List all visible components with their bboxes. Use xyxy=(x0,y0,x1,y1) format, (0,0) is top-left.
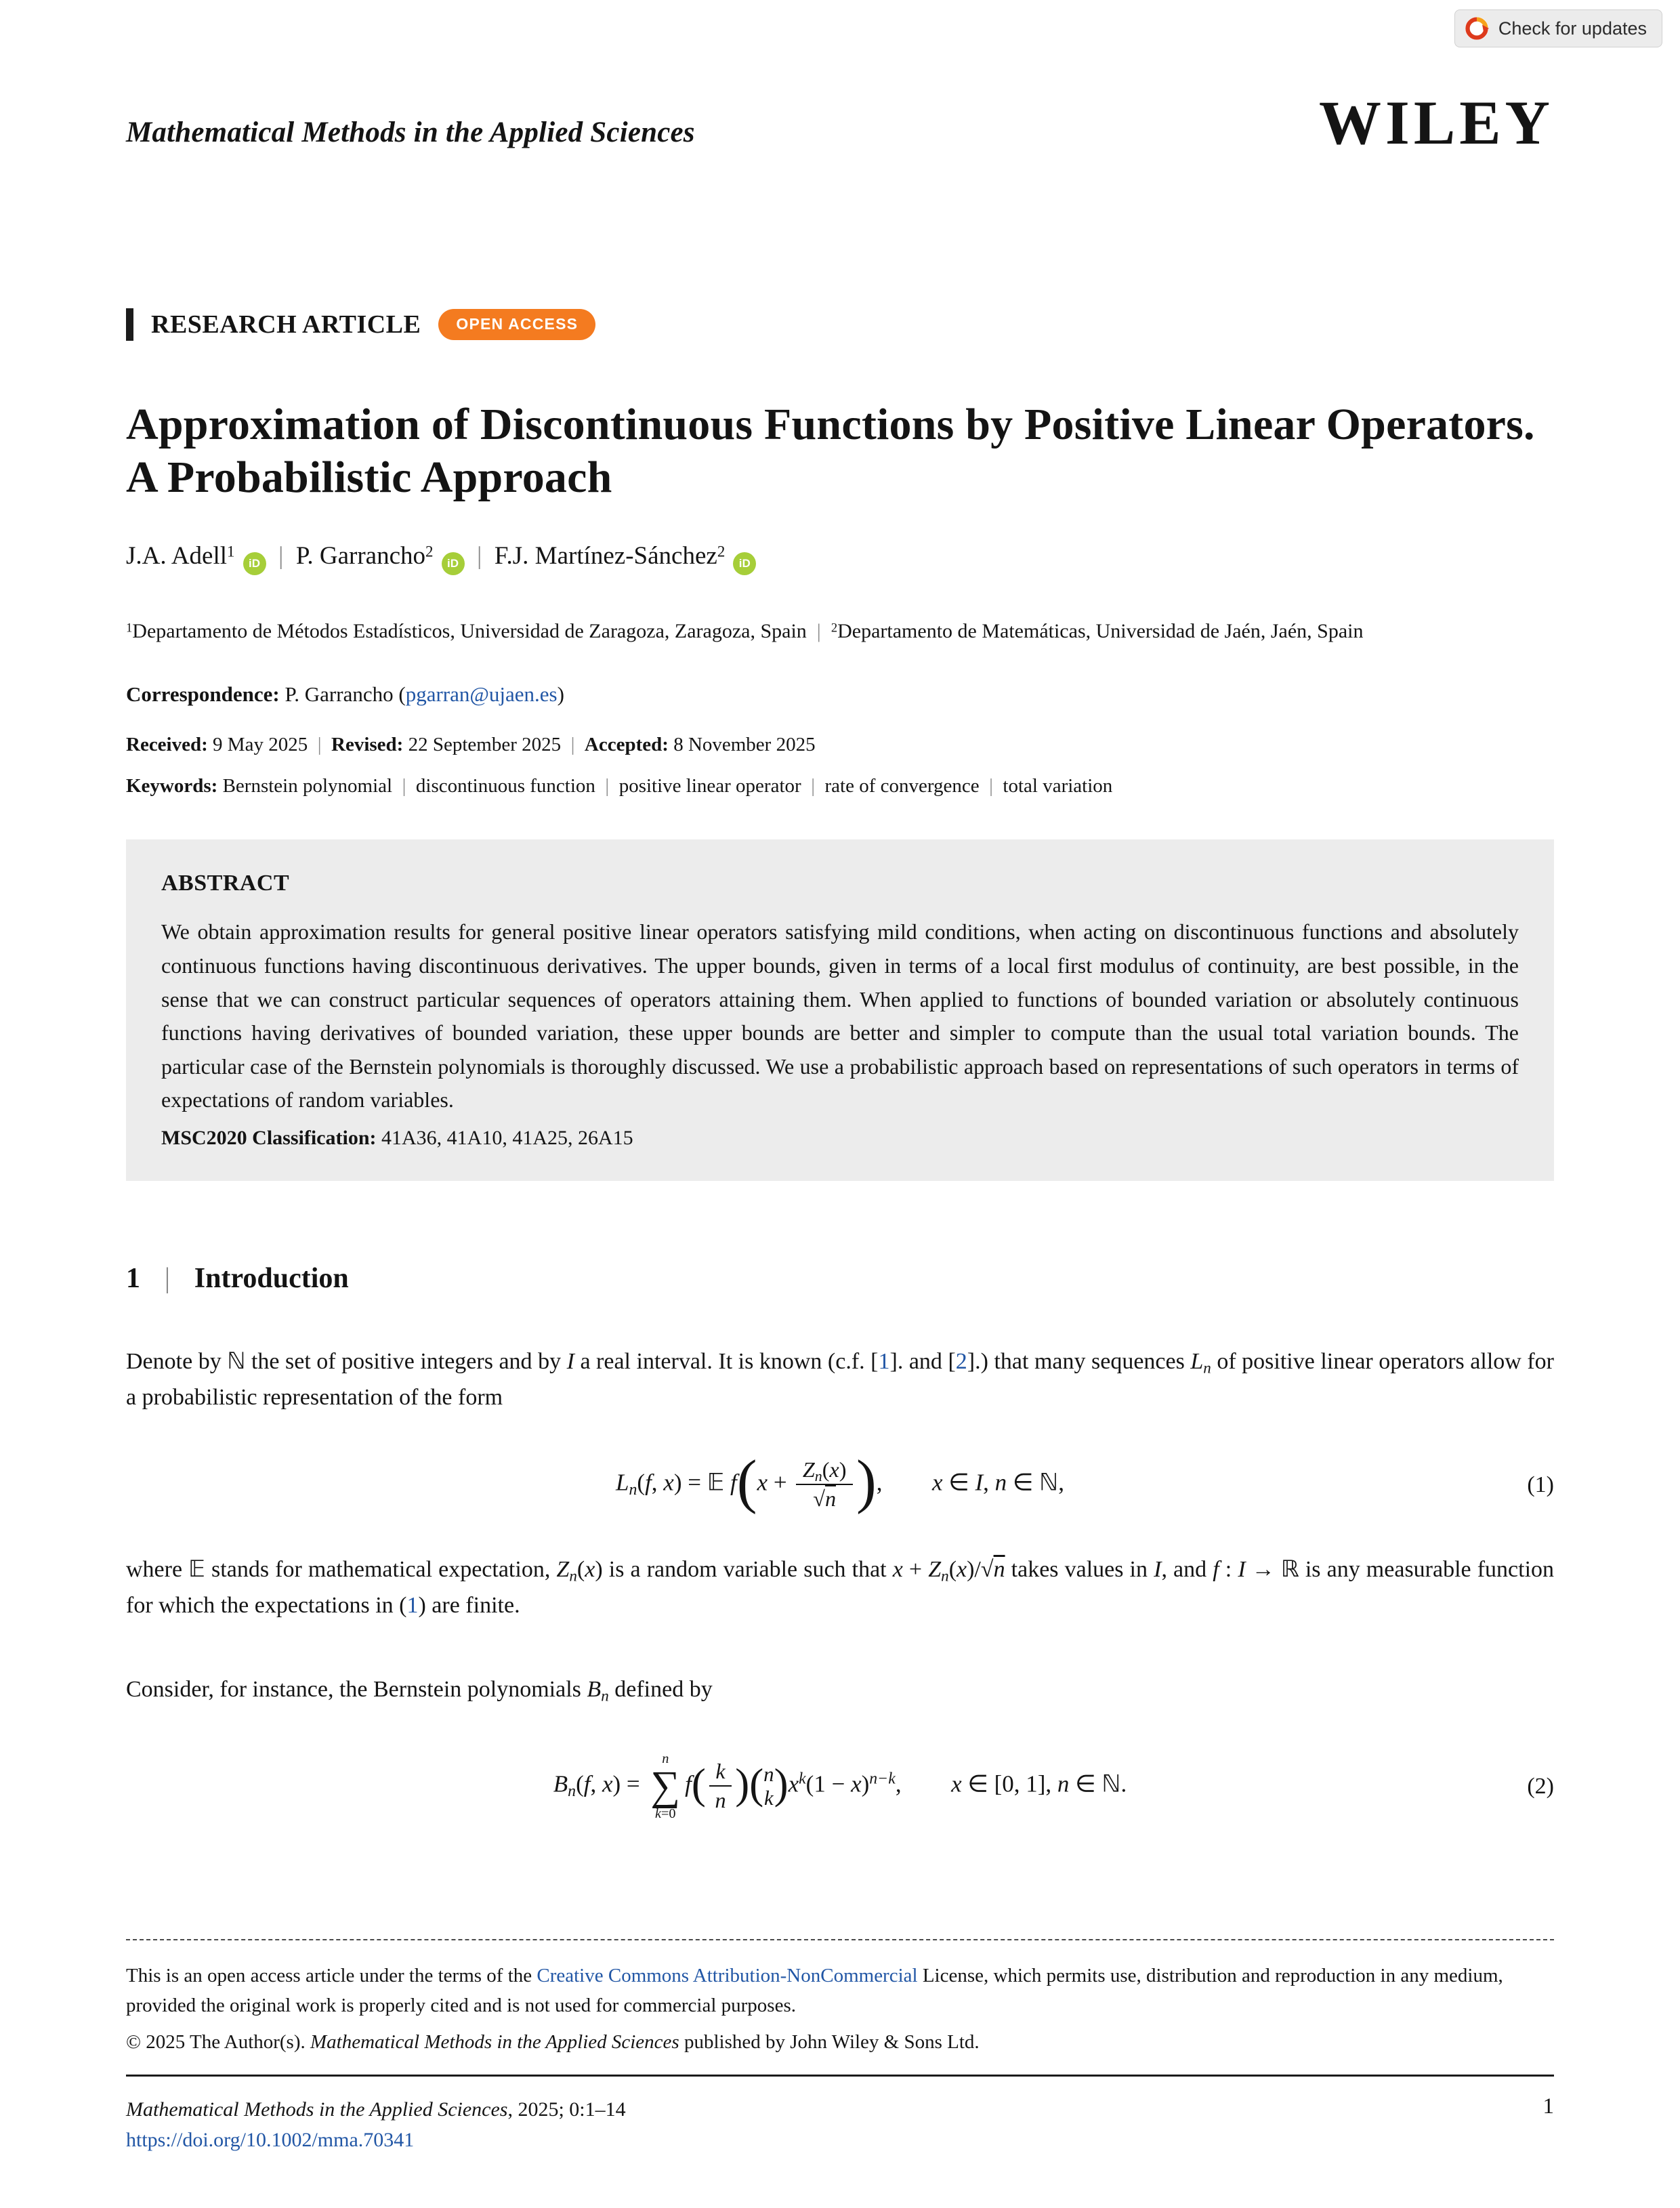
text-run: published by John Wiley & Sons Ltd. xyxy=(679,2031,980,2054)
affiliations-line xyxy=(126,616,1554,648)
binomial-top xyxy=(763,1763,774,1786)
text-run: ( xyxy=(822,1457,830,1482)
text-run: → xyxy=(1245,1557,1281,1583)
authors-line xyxy=(126,541,1554,575)
author-name-2: P. Garrancho xyxy=(295,541,426,570)
text-run: I xyxy=(566,1349,574,1374)
section-title: Introduction xyxy=(194,1263,349,1294)
author-name-3: F.J. Martínez-Sánchez xyxy=(494,541,717,570)
text-run: x xyxy=(957,1557,967,1583)
text-run: I xyxy=(1238,1557,1246,1583)
binomial-bottom xyxy=(764,1787,774,1810)
equation-1-body xyxy=(126,1448,1554,1516)
text-run xyxy=(763,1763,774,1810)
text-run: Revised: xyxy=(331,734,408,756)
text-run: | xyxy=(317,734,322,756)
equation-ref-link-1[interactable]: 1 xyxy=(406,1592,419,1618)
text-run: x xyxy=(931,1469,943,1496)
check-for-updates-icon xyxy=(1465,16,1489,41)
text-run: 22 September 2025 xyxy=(408,734,562,756)
orcid-icon[interactable]: iD xyxy=(733,552,756,575)
fraction-denominator xyxy=(715,1787,726,1812)
text-run: x xyxy=(851,1770,862,1797)
text-run: 1 xyxy=(126,621,133,636)
text-run: Keywords: xyxy=(126,775,223,797)
text-run: f xyxy=(645,1469,652,1496)
text-run: Mathematical Methods in the Applied Sciences xyxy=(310,2031,679,2054)
fraction-numerator xyxy=(796,1459,853,1485)
reference-link-1[interactable]: 1 xyxy=(878,1349,890,1374)
wiley-logo: WILEY xyxy=(1319,88,1554,157)
keyword-3: positive linear operator xyxy=(618,775,801,797)
msc-classification-line xyxy=(161,1127,1519,1150)
keyword-5: total variation xyxy=(1003,775,1113,797)
text-run: 8 November 2025 xyxy=(673,734,816,756)
masthead xyxy=(126,0,1554,157)
text-run: n xyxy=(601,1687,609,1705)
text-run: x xyxy=(663,1469,674,1496)
text-run: x xyxy=(892,1557,903,1583)
text-run: , xyxy=(983,1469,995,1496)
text-run: n xyxy=(569,1567,577,1585)
keyword-1: Bernstein polynomial xyxy=(222,775,393,797)
text-run: , xyxy=(895,1770,902,1797)
text-run: ∈ xyxy=(942,1469,975,1496)
text-run: , and xyxy=(1161,1557,1213,1583)
check-for-updates-label: Check for updates xyxy=(1498,18,1647,39)
text-run: | xyxy=(989,775,993,797)
text-run: a real interval. It is known (c.f. [ xyxy=(574,1349,879,1374)
text-run: I xyxy=(975,1469,984,1496)
equation-2 xyxy=(126,1751,1554,1821)
text-run: ( xyxy=(948,1557,957,1583)
text-run xyxy=(709,1760,732,1812)
text-run: k xyxy=(764,1786,774,1810)
section-number: 1 xyxy=(126,1263,140,1294)
text-run: ∈ [0, 1], xyxy=(961,1770,1057,1797)
text-run: ℕ xyxy=(1039,1469,1059,1497)
text-run: x xyxy=(788,1770,799,1797)
text-run: the set of positive integers and by xyxy=(245,1349,567,1374)
text-run: x xyxy=(829,1457,839,1482)
section-heading-introduction xyxy=(126,1262,1554,1295)
article-type-bar xyxy=(126,308,133,341)
text-run: License, which permits use, distribution and reproduction in any medium, provided the original work is properly cited and is not used for commercial purposes. xyxy=(126,1965,1503,2017)
footnote-block xyxy=(126,1939,1554,2057)
big-paren-close: ) xyxy=(856,1448,877,1516)
text-run: ].) that many sequences xyxy=(967,1349,1191,1374)
page-number: 1 xyxy=(1542,2094,1554,2119)
text-run: x xyxy=(951,1770,962,1797)
intro-paragraph-3 xyxy=(126,1672,1554,1708)
equation-2-body xyxy=(126,1751,1554,1821)
sum-lower-limit xyxy=(655,1806,676,1821)
text-run: | xyxy=(570,734,575,756)
text-run xyxy=(650,1751,680,1821)
text-run: is any measurable function for which the expectations in ( xyxy=(126,1557,1555,1618)
text-run: 2 xyxy=(717,543,726,560)
text-run: n xyxy=(763,1763,774,1787)
text-run xyxy=(796,1459,853,1511)
text-run: ) xyxy=(557,682,564,707)
text-run: B xyxy=(587,1677,602,1703)
text-run: , xyxy=(590,1770,602,1797)
text-run: x xyxy=(585,1557,595,1583)
text-run: ) xyxy=(839,1457,847,1482)
text-run: © 2025 The Author(s). xyxy=(126,2031,311,2054)
text-run: Z xyxy=(928,1557,942,1583)
text-run: n xyxy=(1203,1359,1211,1377)
text-run: : xyxy=(1219,1557,1238,1583)
text-run: ) = xyxy=(612,1770,646,1797)
text-run: n xyxy=(941,1567,949,1585)
affiliation-1: Departamento de Métodos Estadísticos, Universidad de Zaragoza, Zaragoza, Spain xyxy=(132,619,807,642)
text-run: defined by xyxy=(608,1677,713,1703)
text-run: ℝ xyxy=(1280,1556,1299,1583)
article-title: Approximation of Discontinuous Functions by Positive Linear Operators. A Probabilistic Approach xyxy=(126,400,1535,503)
abstract-box xyxy=(126,839,1554,1181)
text-run: n xyxy=(1057,1770,1070,1797)
big-paren-open: ( xyxy=(736,1448,757,1516)
footer-left xyxy=(126,2094,626,2155)
text-run: , xyxy=(1058,1469,1064,1496)
abstract-text: We obtain approximation results for general positive linear operators satisfying mild conditions, when acting on discontinuous functions and absolutely continuous functions having discontinuous derivatives. The upper bounds, given in terms of a local first modulus of continuity, are best possible, in the sense that we can construct particular sequences of operators attaining them. When applied to functions of bounded variation or absolutely continuous functions having derivatives of bounded variation, these upper bounds are better and simpler to compute than the usual total variation bounds. The particular case of the Bernstein polynomials is thoroughly discussed. We use a probabilistic approach based on representations of such operators in terms of expectations of random variables. xyxy=(161,919,1519,1112)
text-run: P. Garrancho ( xyxy=(285,682,406,707)
correspondence-email-link[interactable]: pgarran@ujaen.es xyxy=(405,682,558,707)
text-run: Received: xyxy=(126,734,213,756)
author-name-1: J.A. Adell xyxy=(126,541,228,570)
text-run: ( xyxy=(637,1469,646,1496)
orcid-icon[interactable]: iD xyxy=(243,552,266,575)
text-run: ) is a random variable such that xyxy=(595,1557,893,1583)
dates-line xyxy=(126,734,1554,756)
text-run: )/ xyxy=(967,1557,981,1583)
keyword-4: rate of convergence xyxy=(824,775,980,797)
text-run: Denote by xyxy=(126,1349,228,1374)
text-run: ℕ xyxy=(1101,1770,1121,1798)
text-run: | xyxy=(164,1263,171,1294)
text-run: L xyxy=(1190,1349,1204,1374)
text-run: Z xyxy=(556,1557,570,1583)
text-run: | xyxy=(605,775,610,797)
text-run: Accepted: xyxy=(584,734,674,756)
text-run: | xyxy=(816,619,821,642)
text-run: | xyxy=(402,775,406,797)
text-run: f xyxy=(685,1770,692,1797)
text-run: stands for mathematical expectation, xyxy=(205,1557,557,1583)
equation-1 xyxy=(126,1448,1554,1516)
text-run: n xyxy=(629,1481,637,1499)
binom-paren-close: ) xyxy=(774,1759,789,1808)
text-run: ) xyxy=(861,1770,870,1797)
text-run: 𝔼 xyxy=(188,1556,205,1583)
footer-citation xyxy=(126,2094,626,2125)
text-run: k xyxy=(799,1770,806,1788)
keywords-line xyxy=(126,775,1554,797)
text-run: , 2025; 0:1–14 xyxy=(507,2098,626,2121)
text-run: k xyxy=(654,1806,661,1821)
text-run: (1 − xyxy=(805,1770,852,1797)
page-footer xyxy=(126,2075,1554,2155)
text-run: n xyxy=(814,1467,822,1485)
text-run: 𝔼 xyxy=(707,1469,725,1497)
equation-2-number: (2) xyxy=(1527,1773,1554,1799)
text-run: f xyxy=(1213,1557,1219,1583)
text-run xyxy=(724,1470,730,1496)
journal-name: Mathematical Methods in the Applied Sciences xyxy=(126,117,695,149)
equation-1-number: (1) xyxy=(1527,1472,1554,1497)
text-run: , xyxy=(651,1469,664,1496)
license-note xyxy=(126,1961,1554,2020)
text-run: n xyxy=(715,1788,726,1813)
text-run: 2 xyxy=(425,543,434,560)
text-run: =0 xyxy=(660,1806,676,1821)
paren-close: ) xyxy=(735,1759,750,1808)
text-run: + xyxy=(768,1469,793,1496)
text-run: n xyxy=(993,1557,1005,1583)
text-run: ∈ xyxy=(1069,1770,1102,1797)
text-run: This is an open access article under the terms of the xyxy=(126,1965,537,1986)
text-run: | xyxy=(278,541,284,570)
article-type-label: RESEARCH ARTICLE xyxy=(151,310,421,339)
text-run: ) = xyxy=(673,1469,707,1496)
affiliation-2: Departamento de Matemáticas, Universidad de Jaén, Jaén, Spain xyxy=(837,619,1364,642)
text-run: + xyxy=(902,1557,929,1583)
text-run: I xyxy=(1154,1557,1162,1583)
text-run: of positive linear operators allow for a probabilistic representation of the form xyxy=(126,1349,1554,1410)
text-run: ) are finite. xyxy=(418,1592,520,1618)
text-run: 1 xyxy=(227,543,235,560)
paren-open: ( xyxy=(691,1759,706,1808)
orcid-icon[interactable]: iD xyxy=(442,552,465,575)
text-run: Correspondence: xyxy=(126,682,285,707)
text-run: L xyxy=(616,1469,629,1496)
text-run: √ xyxy=(980,1557,994,1583)
binom-paren-open: ( xyxy=(749,1759,764,1808)
copyright-note xyxy=(126,2027,1554,2057)
text-run: ( xyxy=(576,1770,584,1797)
keyword-2: discontinuous function xyxy=(415,775,595,797)
text-run: B xyxy=(553,1770,568,1797)
intro-paragraph-1 xyxy=(126,1343,1554,1415)
open-access-badge: OPEN ACCESS xyxy=(438,309,595,340)
text-run: x xyxy=(757,1469,768,1496)
text-run: Mathematical Methods in the Applied Sciences xyxy=(126,2098,508,2121)
text-run: takes values in xyxy=(1005,1557,1154,1583)
sigma-operator: ∑ xyxy=(650,1763,681,1810)
text-run: Z xyxy=(802,1457,815,1482)
intro-paragraph-2 xyxy=(126,1551,1554,1623)
text-run: n xyxy=(568,1783,576,1801)
abstract-heading: ABSTRACT xyxy=(161,871,290,896)
fraction-denominator xyxy=(813,1485,836,1511)
text-run: x xyxy=(602,1770,613,1797)
text-run: . xyxy=(1120,1770,1127,1797)
text-run: n xyxy=(824,1486,837,1512)
text-run: ( xyxy=(576,1557,585,1583)
text-run: f xyxy=(583,1770,591,1797)
correspondence-line xyxy=(126,682,1554,707)
text-run: Consider, for instance, the Bernstein polynomials xyxy=(126,1677,587,1703)
cc-license-link[interactable]: Creative Commons Attribution-NonCommercial xyxy=(537,1965,918,1986)
text-run: | xyxy=(811,775,815,797)
text-run: k xyxy=(715,1759,726,1784)
text-run: n xyxy=(662,1751,669,1767)
text-run: 41A36, 41A10, 41A25, 26A15 xyxy=(381,1127,633,1149)
doi-link[interactable]: https://doi.org/10.1002/mma.70341 xyxy=(126,2129,415,2151)
text-run: √ xyxy=(813,1486,825,1512)
check-for-updates-badge[interactable] xyxy=(1454,9,1662,47)
fraction-numerator xyxy=(709,1760,732,1787)
text-run: ]. and [ xyxy=(889,1349,956,1374)
text-run: MSC2020 Classification: xyxy=(161,1127,381,1149)
text-run: , xyxy=(876,1469,883,1496)
text-run: n xyxy=(994,1469,1007,1496)
text-run: n−k xyxy=(869,1770,896,1788)
text-run: | xyxy=(477,541,482,570)
reference-link-2[interactable]: 2 xyxy=(955,1349,967,1374)
text-run: ∈ xyxy=(1007,1469,1040,1496)
article-type-row xyxy=(126,308,1554,341)
text-run: where xyxy=(126,1557,189,1583)
text-run: f xyxy=(730,1469,737,1496)
text-run: ℕ xyxy=(227,1348,246,1375)
text-run: 2 xyxy=(831,621,838,636)
text-run: 9 May 2025 xyxy=(213,734,308,756)
